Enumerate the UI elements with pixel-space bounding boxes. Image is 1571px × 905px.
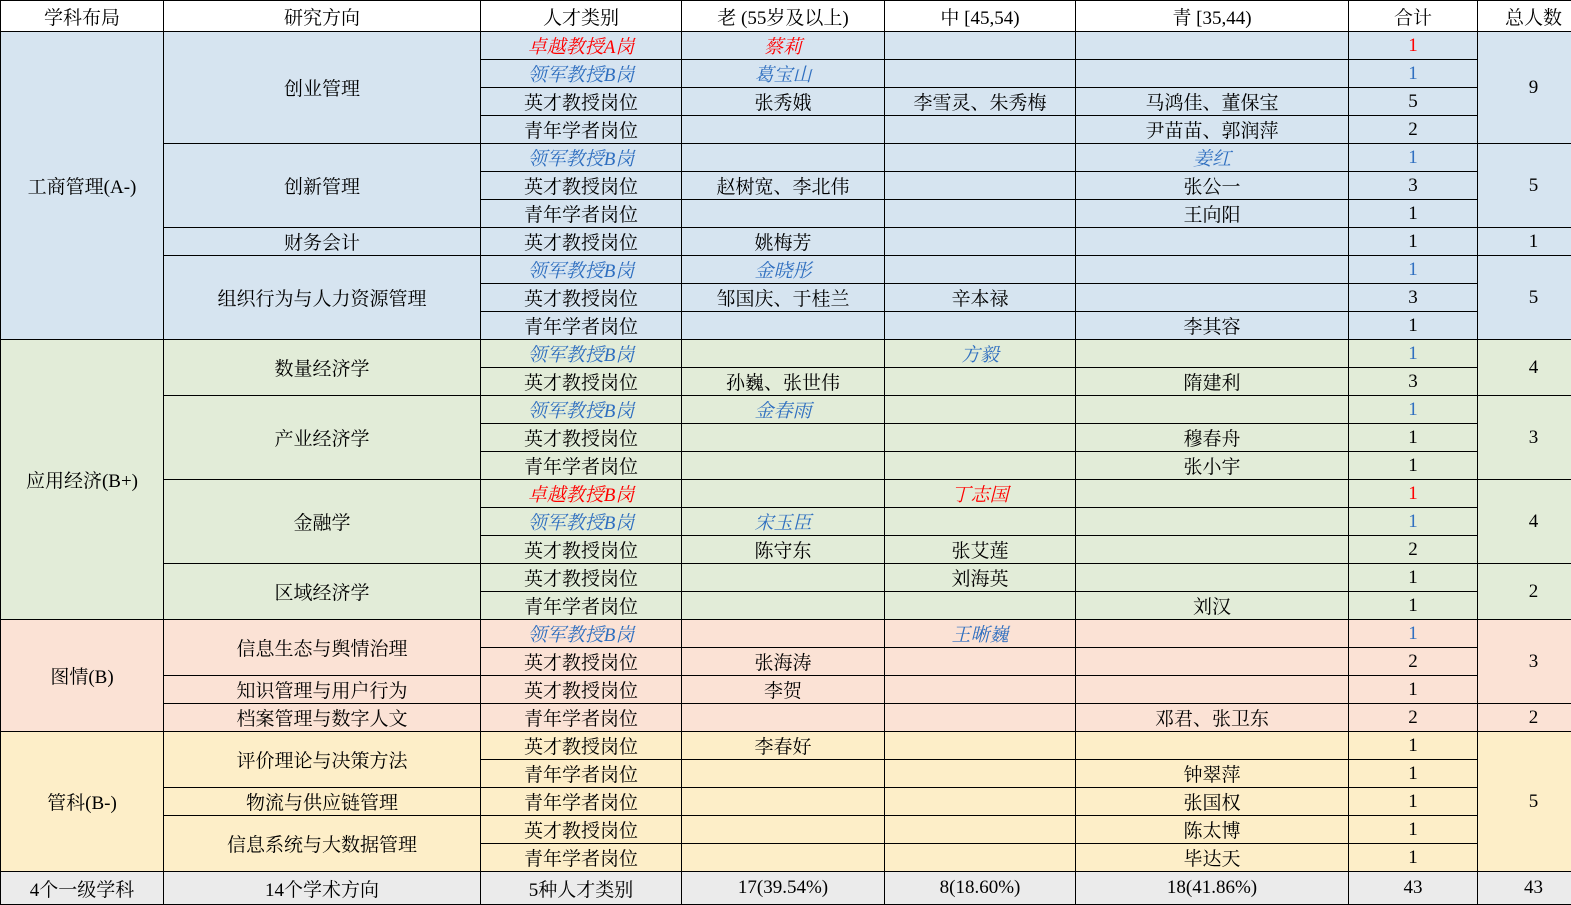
young-cell: 隋建利 xyxy=(1076,368,1349,396)
mid-cell: 方毅 xyxy=(885,340,1076,368)
young-cell: 穆春舟 xyxy=(1076,424,1349,452)
sum-cell: 1 xyxy=(1349,60,1478,88)
sum-cell: 1 xyxy=(1349,816,1478,844)
sum-cell: 1 xyxy=(1349,200,1478,228)
discipline-cell: 工商管理(A-) xyxy=(1,32,164,340)
footer-mid: 8(18.60%) xyxy=(885,872,1076,905)
old-cell xyxy=(682,200,885,228)
discipline-cell: 图情(B) xyxy=(1,620,164,732)
header-row xyxy=(1,1,1571,32)
direction-total-cell: 2 xyxy=(1478,704,1571,732)
young-cell: 王向阳 xyxy=(1076,200,1349,228)
direction-total-cell: 3 xyxy=(1478,620,1571,704)
mid-cell xyxy=(885,200,1076,228)
old-cell xyxy=(682,144,885,172)
direction-total-cell: 4 xyxy=(1478,340,1571,396)
sum-cell: 3 xyxy=(1349,284,1478,312)
header-direction: 研究方向 xyxy=(164,1,481,32)
category-cell: 青年学者岗位 xyxy=(481,116,682,144)
young-cell xyxy=(1076,480,1349,508)
direction-cell: 评价理论与决策方法 xyxy=(164,732,481,788)
header-young: 青 [35,44) xyxy=(1076,1,1349,32)
sum-cell: 1 xyxy=(1349,452,1478,480)
young-cell: 陈太博 xyxy=(1076,816,1349,844)
mid-cell: 王晰巍 xyxy=(885,620,1076,648)
sum-cell: 1 xyxy=(1349,424,1478,452)
category-cell: 领军教授B岗 xyxy=(481,508,682,536)
direction-cell: 信息系统与大数据管理 xyxy=(164,816,481,872)
young-cell xyxy=(1076,536,1349,564)
direction-total-cell: 5 xyxy=(1478,144,1571,228)
sum-cell: 1 xyxy=(1349,592,1478,620)
table-header xyxy=(1,1,1571,32)
category-cell: 青年学者岗位 xyxy=(481,844,682,872)
direction-cell: 创业管理 xyxy=(164,32,481,144)
direction-total-cell: 9 xyxy=(1478,32,1571,144)
header-discipline: 学科布局 xyxy=(1,1,164,32)
footer-row xyxy=(1,872,1571,905)
mid-cell xyxy=(885,732,1076,760)
young-cell xyxy=(1076,256,1349,284)
direction-cell: 区域经济学 xyxy=(164,564,481,620)
mid-cell xyxy=(885,116,1076,144)
category-cell: 英才教授岗位 xyxy=(481,732,682,760)
category-cell: 青年学者岗位 xyxy=(481,704,682,732)
table-row xyxy=(1,564,1571,592)
old-cell xyxy=(682,424,885,452)
direction-cell: 财务会计 xyxy=(164,228,481,256)
sum-cell: 2 xyxy=(1349,116,1478,144)
young-cell: 张公一 xyxy=(1076,172,1349,200)
old-cell xyxy=(682,480,885,508)
category-cell: 英才教授岗位 xyxy=(481,424,682,452)
sum-cell: 2 xyxy=(1349,704,1478,732)
category-cell: 领军教授B岗 xyxy=(481,144,682,172)
sum-cell: 1 xyxy=(1349,844,1478,872)
category-cell: 英才教授岗位 xyxy=(481,284,682,312)
young-cell: 张国权 xyxy=(1076,788,1349,816)
old-cell: 陈守东 xyxy=(682,536,885,564)
table-row xyxy=(1,788,1571,816)
old-cell: 孙巍、张世伟 xyxy=(682,368,885,396)
direction-total-cell: 5 xyxy=(1478,732,1571,872)
header-total: 总人数 xyxy=(1478,1,1571,32)
young-cell xyxy=(1076,340,1349,368)
direction-cell: 金融学 xyxy=(164,480,481,564)
table-row xyxy=(1,32,1571,60)
old-cell xyxy=(682,312,885,340)
mid-cell xyxy=(885,788,1076,816)
mid-cell: 丁志国 xyxy=(885,480,1076,508)
old-cell xyxy=(682,620,885,648)
old-cell xyxy=(682,340,885,368)
sum-cell: 1 xyxy=(1349,144,1478,172)
direction-cell: 创新管理 xyxy=(164,144,481,228)
old-cell xyxy=(682,564,885,592)
category-cell: 领军教授B岗 xyxy=(481,620,682,648)
old-cell xyxy=(682,452,885,480)
sum-cell: 1 xyxy=(1349,620,1478,648)
direction-cell: 物流与供应链管理 xyxy=(164,788,481,816)
mid-cell xyxy=(885,648,1076,676)
sum-cell: 2 xyxy=(1349,648,1478,676)
old-cell: 姚梅芳 xyxy=(682,228,885,256)
old-cell xyxy=(682,816,885,844)
mid-cell: 刘海英 xyxy=(885,564,1076,592)
table-row xyxy=(1,676,1571,704)
old-cell: 金晓彤 xyxy=(682,256,885,284)
direction-cell: 档案管理与数字人文 xyxy=(164,704,481,732)
young-cell xyxy=(1076,676,1349,704)
young-cell: 马鸿佳、董保宝 xyxy=(1076,88,1349,116)
old-cell: 宋玉臣 xyxy=(682,508,885,536)
mid-cell xyxy=(885,144,1076,172)
mid-cell xyxy=(885,592,1076,620)
category-cell: 英才教授岗位 xyxy=(481,368,682,396)
sum-cell: 1 xyxy=(1349,480,1478,508)
category-cell: 领军教授B岗 xyxy=(481,340,682,368)
category-cell: 青年学者岗位 xyxy=(481,760,682,788)
young-cell: 尹苗苗、郭润萍 xyxy=(1076,116,1349,144)
young-cell xyxy=(1076,508,1349,536)
footer-total: 43 xyxy=(1478,872,1571,905)
old-cell xyxy=(682,704,885,732)
direction-cell: 知识管理与用户行为 xyxy=(164,676,481,704)
mid-cell xyxy=(885,32,1076,60)
direction-total-cell: 1 xyxy=(1478,228,1571,256)
direction-cell: 产业经济学 xyxy=(164,396,481,480)
young-cell xyxy=(1076,564,1349,592)
table-row xyxy=(1,816,1571,844)
young-cell: 李其容 xyxy=(1076,312,1349,340)
young-cell: 张小宇 xyxy=(1076,452,1349,480)
young-cell: 邓君、张卫东 xyxy=(1076,704,1349,732)
mid-cell xyxy=(885,396,1076,424)
category-cell: 英才教授岗位 xyxy=(481,172,682,200)
mid-cell xyxy=(885,312,1076,340)
old-cell xyxy=(682,116,885,144)
sum-cell: 2 xyxy=(1349,536,1478,564)
sum-cell: 1 xyxy=(1349,508,1478,536)
category-cell: 青年学者岗位 xyxy=(481,592,682,620)
mid-cell xyxy=(885,424,1076,452)
discipline-cell: 管科(B-) xyxy=(1,732,164,872)
young-cell xyxy=(1076,396,1349,424)
category-cell: 领军教授B岗 xyxy=(481,60,682,88)
old-cell: 葛宝山 xyxy=(682,60,885,88)
category-cell: 卓越教授B岗 xyxy=(481,480,682,508)
direction-cell: 组织行为与人力资源管理 xyxy=(164,256,481,340)
category-cell: 英才教授岗位 xyxy=(481,816,682,844)
table-row xyxy=(1,704,1571,732)
mid-cell xyxy=(885,816,1076,844)
mid-cell xyxy=(885,256,1076,284)
young-cell xyxy=(1076,228,1349,256)
sum-cell: 3 xyxy=(1349,368,1478,396)
sum-cell: 5 xyxy=(1349,88,1478,116)
table-row xyxy=(1,396,1571,424)
table-row xyxy=(1,228,1571,256)
table-row xyxy=(1,144,1571,172)
footer-direction: 14个学术方向 xyxy=(164,872,481,905)
mid-cell xyxy=(885,704,1076,732)
mid-cell xyxy=(885,508,1076,536)
sum-cell: 1 xyxy=(1349,760,1478,788)
sum-cell: 1 xyxy=(1349,788,1478,816)
category-cell: 英才教授岗位 xyxy=(481,676,682,704)
table-body xyxy=(1,32,1571,872)
footer-sum: 43 xyxy=(1349,872,1478,905)
header-mid: 中 [45,54) xyxy=(885,1,1076,32)
old-cell: 金春雨 xyxy=(682,396,885,424)
mid-cell xyxy=(885,760,1076,788)
footer-category: 5种人才类别 xyxy=(481,872,682,905)
young-cell xyxy=(1076,648,1349,676)
category-cell: 英才教授岗位 xyxy=(481,228,682,256)
direction-cell: 信息生态与舆情治理 xyxy=(164,620,481,676)
table-footer xyxy=(1,872,1571,905)
sum-cell: 3 xyxy=(1349,172,1478,200)
header-category: 人才类别 xyxy=(481,1,682,32)
old-cell: 蔡莉 xyxy=(682,32,885,60)
table-row xyxy=(1,480,1571,508)
footer-old: 17(39.54%) xyxy=(682,872,885,905)
young-cell: 钟翠萍 xyxy=(1076,760,1349,788)
sum-cell: 1 xyxy=(1349,256,1478,284)
mid-cell: 辛本禄 xyxy=(885,284,1076,312)
mid-cell xyxy=(885,452,1076,480)
mid-cell: 李雪灵、朱秀梅 xyxy=(885,88,1076,116)
category-cell: 英才教授岗位 xyxy=(481,88,682,116)
old-cell: 张秀娥 xyxy=(682,88,885,116)
sum-cell: 1 xyxy=(1349,228,1478,256)
old-cell xyxy=(682,844,885,872)
discipline-cell: 应用经济(B+) xyxy=(1,340,164,620)
mid-cell xyxy=(885,172,1076,200)
old-cell: 赵树宽、李北伟 xyxy=(682,172,885,200)
category-cell: 青年学者岗位 xyxy=(481,200,682,228)
mid-cell xyxy=(885,60,1076,88)
sum-cell: 1 xyxy=(1349,396,1478,424)
mid-cell: 张艾莲 xyxy=(885,536,1076,564)
direction-cell: 数量经济学 xyxy=(164,340,481,396)
young-cell xyxy=(1076,732,1349,760)
direction-total-cell: 3 xyxy=(1478,396,1571,480)
mid-cell xyxy=(885,368,1076,396)
table-row xyxy=(1,340,1571,368)
old-cell: 邹国庆、于桂兰 xyxy=(682,284,885,312)
sum-cell: 1 xyxy=(1349,312,1478,340)
category-cell: 青年学者岗位 xyxy=(481,452,682,480)
footer-discipline: 4个一级学科 xyxy=(1,872,164,905)
category-cell: 卓越教授A岗 xyxy=(481,32,682,60)
sum-cell: 1 xyxy=(1349,732,1478,760)
category-cell: 领军教授B岗 xyxy=(481,256,682,284)
old-cell: 李春好 xyxy=(682,732,885,760)
mid-cell xyxy=(885,676,1076,704)
young-cell xyxy=(1076,284,1349,312)
header-sum: 合计 xyxy=(1349,1,1478,32)
old-cell xyxy=(682,760,885,788)
young-cell: 姜红 xyxy=(1076,144,1349,172)
young-cell xyxy=(1076,60,1349,88)
footer-young: 18(41.86%) xyxy=(1076,872,1349,905)
young-cell: 刘汉 xyxy=(1076,592,1349,620)
table-row xyxy=(1,256,1571,284)
young-cell: 毕达天 xyxy=(1076,844,1349,872)
category-cell: 英才教授岗位 xyxy=(481,564,682,592)
young-cell xyxy=(1076,32,1349,60)
direction-total-cell: 5 xyxy=(1478,256,1571,340)
direction-total-cell: 2 xyxy=(1478,564,1571,620)
category-cell: 青年学者岗位 xyxy=(481,312,682,340)
mid-cell xyxy=(885,844,1076,872)
category-cell: 领军教授B岗 xyxy=(481,396,682,424)
sum-cell: 1 xyxy=(1349,564,1478,592)
mid-cell xyxy=(885,228,1076,256)
direction-total-cell: 4 xyxy=(1478,480,1571,564)
old-cell xyxy=(682,592,885,620)
table-row xyxy=(1,620,1571,648)
old-cell xyxy=(682,788,885,816)
sum-cell: 1 xyxy=(1349,340,1478,368)
sum-cell: 1 xyxy=(1349,676,1478,704)
category-cell: 英才教授岗位 xyxy=(481,648,682,676)
header-old: 老 (55岁及以上) xyxy=(682,1,885,32)
table-row xyxy=(1,732,1571,760)
old-cell: 李贺 xyxy=(682,676,885,704)
old-cell: 张海涛 xyxy=(682,648,885,676)
sum-cell: 1 xyxy=(1349,32,1478,60)
category-cell: 青年学者岗位 xyxy=(481,788,682,816)
category-cell: 英才教授岗位 xyxy=(481,536,682,564)
young-cell xyxy=(1076,620,1349,648)
